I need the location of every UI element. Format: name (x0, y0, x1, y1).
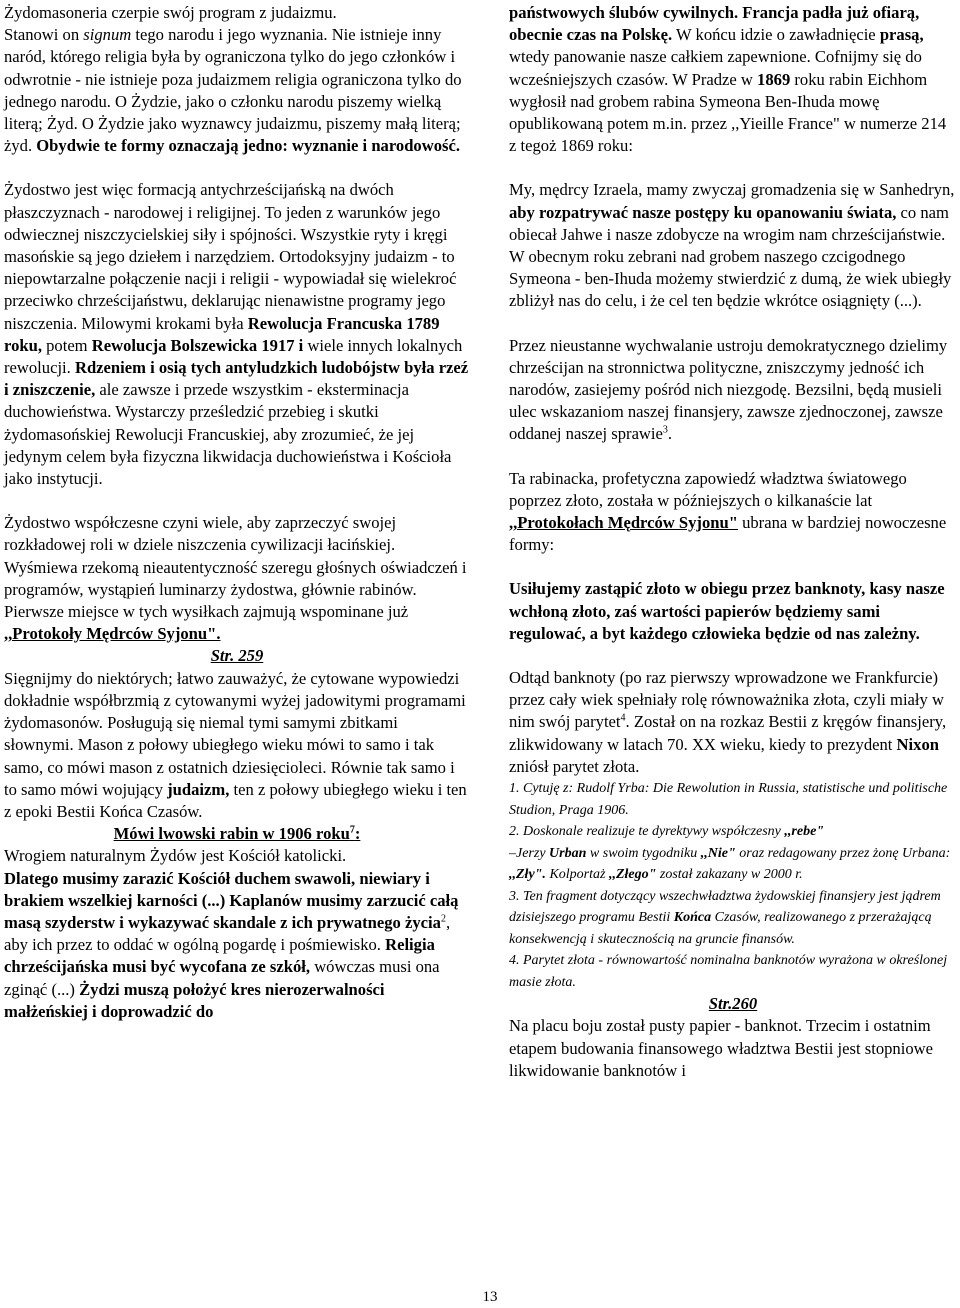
footnotes (509, 778, 957, 993)
bold-text: Usiłujemy zastąpić złoto w obiegu przez banknoty, kasy nasze wchłoną złoto, zaś wartości papierów będziemy sami regulować, a byt każdego człowieka będzie od nas zależny. (509, 579, 945, 643)
paragraph-empty-paper (509, 1015, 957, 1082)
paragraph-quotes (4, 668, 470, 823)
text: wówczas musi ona zginąć (...) (4, 957, 440, 999)
text: W końcu idzie o zawładnięcie (672, 25, 880, 45)
bold-text: Dlatego musimy zarazić Kościół duchem swawoli, niewiary i brakiem wszelkiej karności (...) Kaplanów musimy zarzucić całą masą szyderstw i wykazywać skandale z ich prywatnego życia (4, 868, 459, 932)
paragraph-rabbinic-prophecy (509, 468, 957, 557)
footnote-ref: 2 (440, 913, 446, 925)
right-column (509, 2, 957, 1082)
text: Żydostwo jest więc formacją antychrześcijańską na dwóch płaszczyznach - narodowej i religijnej. To jeden z warunków jego odwiecznej niszczycielskiej siły i spójności. Wszystkie ryty i kręgi masońskie są jego dziełem i narzędziem. Ortodoksyjny judaizm - to niepowtarzalne połączenie nacji i religii - wypowiadał się wielekroć przeciwko chrześcijaństwu, deklarując nienawistne programy jego niszczenia. Milowymi krokami była (4, 180, 457, 333)
bold-text: państwowych ślubów cywilnych. Francja padła już ofiarą, obecnie czas na Polskę. (509, 3, 920, 45)
bold-text: Nixon (896, 734, 939, 754)
text: My, mędrcy Izraela, mamy zwyczaj gromadzenia się w Sanhedryn, (509, 180, 955, 200)
text: Żydomasoneria czerpie swój program z judaizmu. (4, 3, 337, 22)
bold-text: judaizm, (167, 779, 230, 799)
text: , aby ich przez to oddać w ogólną pogardę i pośmiewisko. (4, 912, 451, 955)
bold-text: aby rozpatrywać nasze postępy ku opanowaniu świata, (509, 202, 897, 222)
footnote-bold: ,,Zły". (509, 867, 546, 883)
text: ale zawsze i przede wszystkim - eksterminacja duchowieństwa. Wystarczy prześledzić przebieg i skutki żydomasońskiej Rewolucji Francuskiej, aby zrozumieć, że jej jedynym celem była fizyczna likwidacja duchowieństwa i Kościoła jako instytucji. (4, 380, 452, 489)
paragraph-civil-marriage (509, 2, 957, 157)
footnote-text: 2. Doskonale realizuje te dyrektywy współczesny (509, 824, 785, 840)
footnote-bold: ,,Złego" (608, 867, 657, 883)
page-marker: Str.260 (708, 994, 758, 1014)
footnote-bold: ,,rebe" (784, 824, 825, 840)
text: Wrogiem naturalnym Żydów jest Kościół katolicki. (4, 846, 347, 866)
text: Przez nieustanne wychwalanie ustroju demokratycznego dzielimy chrześcijan na stronnictwa polityczne, zniszczymy jedność ich narodów, zasiejemy pośród nich niezgodę. Bezsilni, będą musieli ulec wskazaniom naszej finansjery, zawsze zjednoczonej, zawsze oddanej naszej sprawie (509, 335, 948, 444)
footnote-text: 4. Parytet złota - równowartość nominalna banknotów wyrażona w określonej masie złota. (509, 953, 948, 990)
left-column (4, 2, 470, 1023)
footnote-text: 1. Cytuję z: Rudolf Yrba: Die Rewolution in Russia, statistische und politische Studion, Praga 1906. (509, 781, 948, 818)
paragraph-gold-parity (509, 667, 957, 778)
heading-text: Mówi lwowski rabin w 1906 roku (113, 824, 350, 844)
footnote-text: 3. Ten fragment dotyczący wszechwładztwa żydowskiej finansjery jest jądrem dzisiejszego programu Bestii (509, 888, 941, 926)
text: . (667, 424, 673, 444)
footnote-bold: Końca (673, 910, 712, 926)
protocols-title: ,,Protokoły Mędrców Syjonu". (4, 624, 221, 644)
paragraph-contemporary-jewry (4, 512, 470, 645)
bold-text: prasą, (879, 25, 924, 45)
footnote-1 (509, 778, 957, 821)
text: wtedy panowanie nasze całkiem zapewnione. Cofnijmy się do wcześniejszych czasów. W Pradze w (509, 47, 922, 89)
text: zniósł parytet złota. (509, 756, 640, 776)
text: ten z połowy ubiegłego wieku i ten z epoki Bestii Końca Czasów. (4, 779, 467, 821)
footnote-3 (509, 886, 957, 951)
footnote-ref: 3 (662, 424, 668, 436)
footnote-bold: ,,Nie" (700, 845, 736, 861)
footnote-text: –Jerzy (509, 845, 550, 861)
paragraph-rabbi-quote (4, 845, 470, 1023)
footnote-ref: 4 (620, 712, 626, 724)
footnote-text: w swoim tygodniku (586, 845, 701, 861)
paragraph-antichristian-formation (4, 179, 470, 490)
text: Stanowi on (4, 25, 84, 45)
italic-text: signum (83, 25, 132, 45)
page-marker-260 (509, 993, 957, 1015)
text: Ta rabinacka, profetyczna zapowiedź władztwa światowego poprzez złoto, została w późniejszych o kilkanaście lat (509, 468, 907, 510)
footnote-text: oraz redagowany przez żonę Urbana: (735, 845, 951, 861)
bold-text: Żydzi muszą położyć kres nierozerwalności małżeńskiej i doprowadzić do (4, 979, 385, 1021)
section-heading (4, 823, 470, 845)
footnote-text: Kolportaż (545, 867, 609, 883)
text: Na placu boju został pusty papier - banknot. Trzecim i ostatnim etapem budowania finansowego władztwa Bestii jest stopniowe likwidowanie banknotów i (509, 1016, 933, 1080)
paragraph-sanhedrin (509, 179, 957, 312)
text: . Został on na rozkaz Bestii z kręgów finansjery, zlikwidowany w latach 70. XX wieku, kiedy to prezydent (509, 712, 947, 754)
bold-text: 1869 (757, 69, 791, 89)
bold-text: Rewolucja Bolszewicka 1917 i (91, 335, 304, 355)
bold-text: Obydwie te formy oznaczają jedno: wyznanie i narodowość. (36, 136, 460, 156)
protocols-title: ,,Protokołach Mędrców Syjonu" (509, 513, 738, 533)
text: Odtąd banknoty (po raz pierwszy wprowadzone we Frankfurcie) przez cały wiek spełniały rolę równoważnika złota, czyli miały w nim swój parytet (509, 668, 944, 732)
footnote-2 (509, 821, 957, 886)
page-marker-259 (4, 645, 470, 667)
text: potem (41, 335, 92, 355)
footnote-ref: 7 (349, 824, 355, 836)
paragraph-banknotes-quote (509, 578, 957, 645)
footnote-text: został zakazany w 2000 r. (656, 867, 803, 883)
bold-text: Rewolucja Francuska 1789 roku, (4, 313, 440, 355)
bold-text: Rdzeniem i osią tych antyludzkich ludobójstw była rzeź i zniszczenie, (4, 358, 469, 400)
heading-colon: : (354, 824, 361, 844)
page-marker: Str. 259 (210, 646, 264, 666)
footnote-text: Czasów, realizowanego z przerażającą konsekwencją i skutecznością na gruncie finansów. (509, 910, 932, 947)
footnote-bold: Urban (549, 845, 587, 861)
footnote-4 (509, 950, 957, 993)
paragraph-democracy (509, 335, 957, 446)
text: Sięgnijmy do niektórych; łatwo zauważyć, że cytowane wypowiedzi dokładnie współbrzmią z cytowanymi wyżej jadowitymi programami żydomasonów. Posługują się niemal tymi samymi zbitkami słownymi. Mason z połowy ubiegłego wieku mówi to samo i tak samo, co mówi mason z ostatnich dziesięcioleci. Równie tak samo i to samo mówi wojujący (4, 668, 466, 799)
text: Żydostwo współczesne czyni wiele, aby zaprzeczyć swojej rozkładowej roli w dziele niszczenia cywilizacji łacińskiej. Wyśmiewa rzekomą nieautentyczność szeregu głośnych oświadczeń i programów, wystąpień luminarzy żydostwa, głównie rabinów. Pierwsze miejsce w tych wysiłkach zajmują wspominane już (4, 513, 467, 622)
text: ubrana w bardziej nowoczesne formy: (509, 513, 947, 555)
text: roku rabin Eichhom wygłosił nad grobem rabina Symeona Ben-Ihuda mowę opublikowaną potem m.in. przez ,,Yieille France" w numerze 214 z tegoż 1869 roku: (509, 69, 947, 156)
paragraph-judaism-program (4, 2, 470, 157)
bold-text: Religia chrześcijańska musi być wycofana ze szkół, (4, 935, 435, 977)
text: wiele innych lokalnych rewolucji. (4, 335, 463, 378)
text: tego narodu i jego wyznania. Nie istnieje inny naród, którego religia była by ograniczona tylko do jego członków i odwrotnie - nie istnieje poza judaizmem religia ograniczona tylko do jednego narodu. O Żydzie, jako o członku narodu piszemy wielką literą; Żyd. O Żydzie jako wyznawcy judaizmu, piszemy małą literą; żyd. (4, 25, 462, 156)
text: co nam obiecał Jahwe i nasze zdobycze na wrogim nam chrześcijaństwie. W obecnym roku zebrani nad grobem naszego czcigodnego Symeona - ben-Ihuda możemy stwierdzić z dumą, że wiek ubiegły zbliżył nas do celu, i że cel ten będzie wkrótce osiągnięty (...). (509, 202, 952, 311)
page-number: 13 (482, 1289, 498, 1305)
